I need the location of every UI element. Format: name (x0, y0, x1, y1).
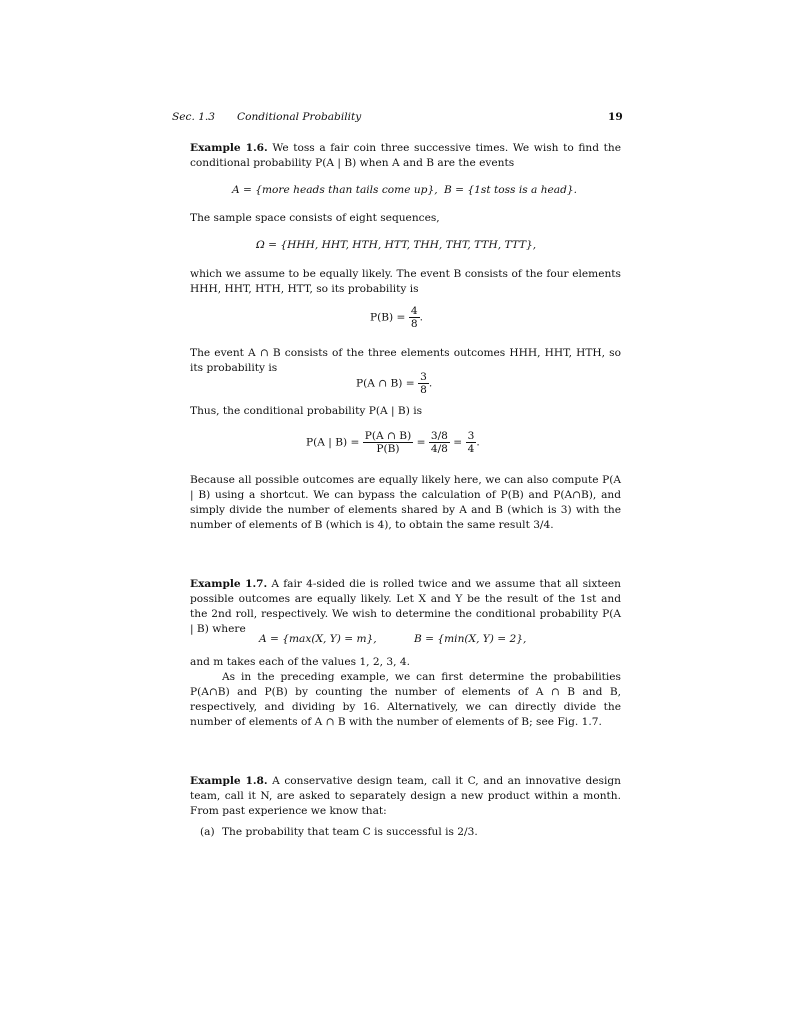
prob-b-equation (370, 305, 423, 330)
list-item-a (200, 826, 478, 838)
event-a-max-definition: A = {max(X, Y) = m}, (259, 633, 377, 645)
prob-aib-numerator: 3 (420, 371, 427, 383)
cond-fraction-2 (429, 430, 450, 455)
shortcut-paragraph: Because all possible outcomes are equally likely here, we can also compute P(A | B) using a shortcut. We can bypass the calculation of P(B) and P(A∩B), and simply divide the number of elements shared by A and B (which is 3) with the number of elements of B (which is 4), to obtain the same result 3/4. (190, 474, 621, 531)
prob-aib-fraction (418, 371, 429, 396)
prob-b-denominator: 8 (410, 318, 418, 330)
cond-f3-denominator: 4 (467, 443, 475, 455)
running-title: Conditional Probability (237, 111, 362, 123)
m-values-text: and m takes each of the values 1, 2, 3, 4. (190, 656, 410, 668)
example-1-6-label: Example 1.6. (190, 142, 268, 154)
prob-b-numerator: 4 (410, 305, 418, 317)
list-item-a-text: The probability that team C is successful is 2/3. (221, 826, 478, 838)
conditional-prob-equation (306, 430, 480, 455)
cond-f2-numerator: 3/8 (430, 430, 448, 442)
cond-equals-3: = (453, 436, 463, 449)
list-item-a-marker: (a) (200, 826, 215, 838)
prob-a-intersect-b-equation (356, 371, 432, 396)
example-1-7-label: Example 1.7. (190, 578, 268, 590)
prob-aib-denominator: 8 (420, 384, 427, 396)
section-label: Sec. 1.3 (172, 111, 216, 123)
cond-f2-denominator: 4/8 (430, 443, 448, 455)
example-1-8-label: Example 1.8. (190, 775, 268, 787)
event-a-definition: A = {more heads than tails come up}, (232, 184, 438, 196)
event-b-min-definition: B = {min(X, Y) = 2}, (414, 633, 527, 645)
example-1-6-intro-text: We toss a fair coin three successive times. We wish to find the conditional probability P(A | B) when A and B are the events (190, 142, 621, 169)
a-intersect-b-text: The event A ∩ B consists of the three elements outcomes HHH, HHT, HTH, so its probability is (190, 347, 621, 374)
example-1-7-intro (190, 577, 621, 637)
cond-equals-2: = (416, 436, 426, 449)
prob-aib-period: . (428, 377, 433, 390)
cond-fraction-1 (363, 430, 413, 455)
omega-equation: Ω = {HHH, HHT, HTH, HTT, THH, THT, TTH, TTT}, (256, 239, 537, 251)
prob-b-lhs: P(B) = (370, 311, 406, 324)
example-1-8-intro (190, 774, 621, 819)
cond-period: . (476, 436, 480, 449)
cond-lhs: P(A | B) = (306, 436, 360, 449)
example-1-8-intro-text: A conservative design team, call it C, and an innovative design team, call it N, are asked to separately design a new product within a month. From past experience we know that: (190, 775, 621, 817)
cond-f3-numerator: 3 (467, 430, 475, 442)
cond-fraction-3 (466, 430, 480, 455)
equally-likely-text: which we assume to be equally likely. The event B consists of the four elements HHH, HHT, HTH, HTT, so its probability is (190, 268, 621, 295)
prob-b-period: . (419, 311, 423, 324)
page-number: 19 (608, 111, 623, 123)
preceding-example-paragraph: As in the preceding example, we can first determine the probabilities P(A∩B) and P(B) by counting the number of elements of A ∩ B and B, respectively, and dividing by 16. Alternatively, we can directly divide the number of elements of A ∩ B with the number of elements of B; see Fig. 1.7. (190, 671, 621, 728)
cond-f1-denominator: P(B) (376, 443, 400, 455)
prob-aib-lhs: P(A ∩ B) = (356, 377, 415, 390)
thus-text: Thus, the conditional probability P(A | B) is (190, 405, 423, 417)
prob-b-fraction (409, 305, 420, 330)
cond-f1-numerator: P(A ∩ B) (364, 430, 412, 442)
sample-space-text: The sample space consists of eight sequences, (190, 212, 440, 224)
event-b-definition: B = {1st toss is a head}. (444, 184, 577, 196)
example-1-7-intro-text: A fair 4-sided die is rolled twice and we assume that all sixteen possible outcomes are equally likely. Let X and Y be the result of the 1st and the 2nd roll, respectively. We wish to determine the conditional probability P(A | B) where (190, 578, 621, 635)
example-1-6-intro (190, 141, 621, 171)
